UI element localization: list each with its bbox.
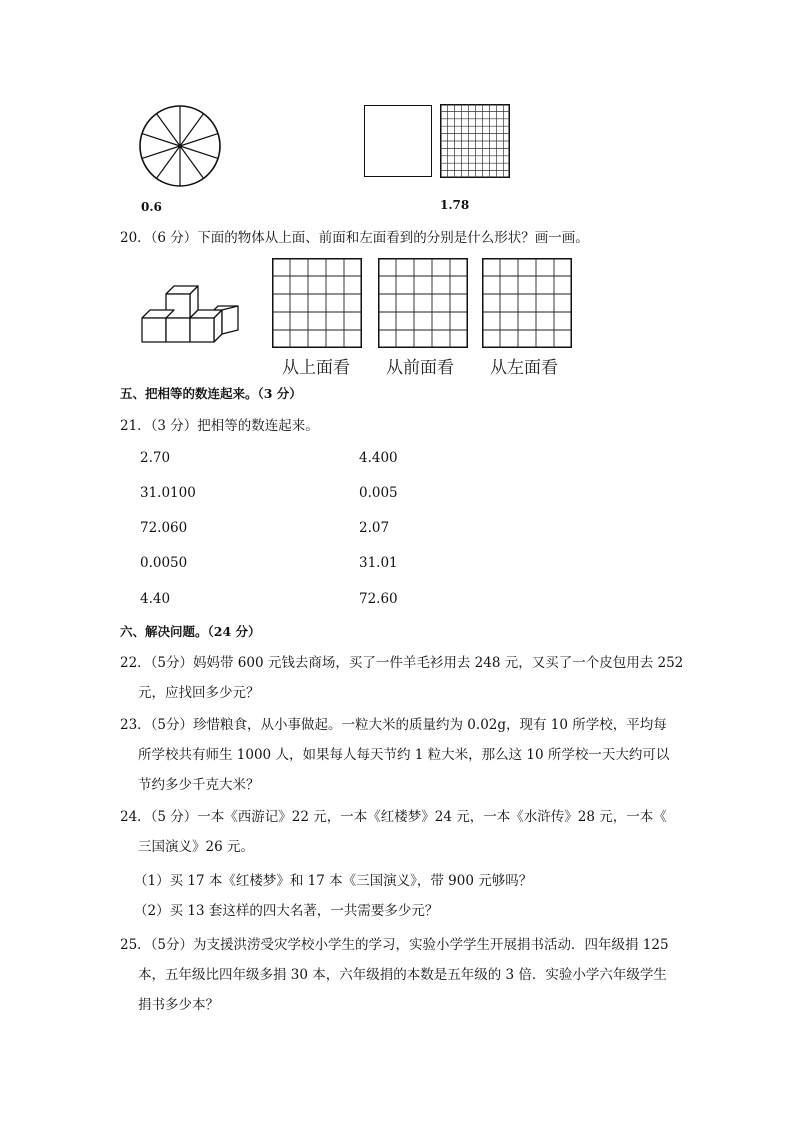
question-24-line-2: 三国演义》26 元。 <box>138 839 254 855</box>
blank-grid-icon <box>378 258 468 348</box>
section-5-title: 五、把相等的数连起来。（3 分） <box>120 386 302 401</box>
view-grid-top[interactable] <box>272 258 362 348</box>
grid-figure-label: 1.78 <box>440 198 470 212</box>
match-left-1[interactable]: 2.70 <box>140 450 171 466</box>
circle-figure-label: 0.6 <box>141 200 162 214</box>
match-right-3[interactable]: 2.07 <box>359 520 390 536</box>
figure-empty-square <box>364 105 432 177</box>
match-left-3[interactable]: 72.060 <box>140 520 188 536</box>
figure-circle <box>138 104 222 188</box>
figure-hundred-grid <box>440 104 510 178</box>
match-right-2[interactable]: 0.005 <box>359 485 398 501</box>
view-label-left: 从左面看 <box>490 358 558 378</box>
view-grid-front[interactable] <box>378 258 468 348</box>
match-left-2[interactable]: 31.0100 <box>140 485 196 501</box>
match-right-5[interactable]: 72.60 <box>359 591 398 607</box>
question-20: 20．（6 分）下面的物体从上面、前面和左面看到的分别是什么形状？画一画。 <box>120 230 589 246</box>
question-24-sub-1: （1）买 17 本《红楼梦》和 17 本《三国演义》，带 900 元够吗？ <box>134 873 533 889</box>
blank-grid-icon <box>272 258 362 348</box>
match-left-4[interactable]: 0.0050 <box>140 555 188 571</box>
hundred-grid-icon <box>440 104 510 178</box>
question-25-line-3: 捐书多少本？ <box>138 997 219 1013</box>
question-21: 21．（3 分）把相等的数连起来。 <box>120 418 319 434</box>
question-24-sub-2: （2）买 13 套这样的四大名著，一共需要多少元？ <box>134 903 439 919</box>
blank-grid-icon <box>482 258 572 348</box>
question-23-line-1: 23．（5分）珍惜粮食，从小事做起。一粒大米的质量约为 0.02g，现有 10 所学校，平均每 <box>120 717 667 733</box>
view-grid-left[interactable] <box>482 258 572 348</box>
question-25-line-2: 本，五年级比四年级多捐 30 本，六年级捐的本数是五年级的 3 倍．实验小学六年级学生 <box>138 967 667 983</box>
stacked-cubes-icon <box>138 284 242 344</box>
section-6-title: 六、解决问题。（24 分） <box>120 624 261 639</box>
question-23-line-3: 节约多少千克大米？ <box>138 777 260 793</box>
question-22-line-2: 元，应找回多少元？ <box>138 685 260 701</box>
match-right-1[interactable]: 4.400 <box>359 450 398 466</box>
match-right-4[interactable]: 31.01 <box>359 555 398 571</box>
question-25-line-1: 25．（5分）为支援洪涝受灾学校小学生的学习，实验小学学生开展捐书活动．四年级捐 125 <box>120 937 669 953</box>
question-22-line-1: 22．（5分）妈妈带 600 元钱去商场，买了一件羊毛衫用去 248 元，又买了一个皮包用去 252 <box>120 655 684 671</box>
question-24-line-1: 24．（5 分）一本《西游记》22 元，一本《红楼梦》24 元，一本《水浒传》28 元，一本《 <box>120 809 667 825</box>
cube-solid-figure <box>138 284 242 344</box>
view-label-top: 从上面看 <box>282 358 350 378</box>
match-left-5[interactable]: 4.40 <box>140 591 171 607</box>
view-label-front: 从前面看 <box>386 358 454 378</box>
question-23-line-2: 所学校共有师生 1000 人，如果每人每天节约 1 粒大米，那么这 10 所学校一天大约可以 <box>138 747 670 763</box>
divided-circle-icon <box>138 104 222 188</box>
